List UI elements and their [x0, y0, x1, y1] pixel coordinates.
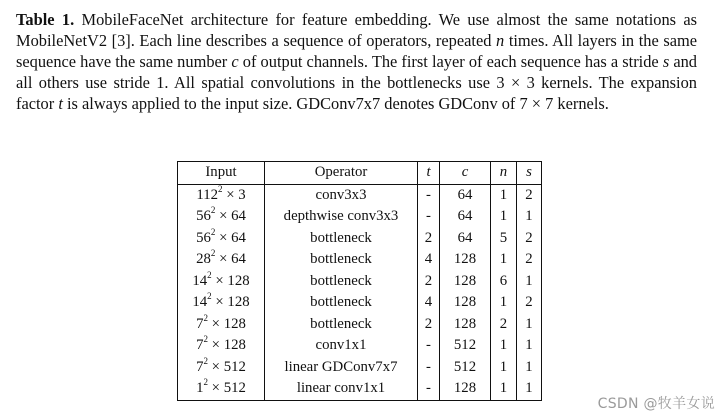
header-operator: Operator	[265, 162, 418, 185]
input-exponent: 2	[203, 377, 208, 388]
header-s: s	[517, 162, 542, 185]
cell-s: 2	[517, 249, 542, 271]
cell-input	[178, 378, 265, 400]
header-t: t	[418, 162, 440, 185]
cell-input	[178, 184, 265, 206]
table-row	[178, 271, 542, 293]
table-row	[178, 378, 542, 400]
cell-operator: bottleneck	[265, 292, 418, 314]
cell-t: -	[418, 357, 440, 379]
cell-t: -	[418, 378, 440, 400]
input-rest: × 512	[207, 380, 246, 396]
cell-c: 128	[440, 249, 491, 271]
input-base: 7	[196, 315, 204, 332]
architecture-table	[177, 161, 542, 401]
cell-operator: linear conv1x1	[265, 378, 418, 400]
cell-t: -	[418, 206, 440, 228]
table-row	[178, 292, 542, 314]
caption-var-s: s	[662, 51, 670, 71]
caption-label: Table 1.	[16, 10, 75, 29]
cell-s: 2	[517, 292, 542, 314]
cell-operator: linear GDConv7x7	[265, 357, 418, 379]
input-exponent: 2	[203, 334, 208, 345]
cell-input	[178, 228, 265, 250]
input-rest: × 128	[207, 337, 246, 353]
header-input: Input	[178, 162, 265, 185]
cell-input	[178, 206, 265, 228]
cell-t: -	[418, 335, 440, 357]
table-row	[178, 184, 542, 206]
table-row	[178, 228, 542, 250]
cell-s: 1	[517, 357, 542, 379]
cell-c: 128	[440, 292, 491, 314]
table-row	[178, 335, 542, 357]
caption-text-4: and all others use stride 1. All spatial convolutions in the bottlenecks use 3 × 3 kernels. The expansion factor	[16, 51, 697, 113]
cell-operator: bottleneck	[265, 228, 418, 250]
table-body	[178, 184, 542, 400]
cell-n: 1	[491, 357, 517, 379]
cell-s: 1	[517, 206, 542, 228]
input-exponent: 2	[210, 226, 216, 237]
caption-var-n: n	[496, 30, 505, 50]
input-base: 1	[196, 380, 204, 396]
table-header-row	[178, 162, 542, 185]
cell-c: 128	[440, 314, 491, 336]
input-rest: × 3	[222, 186, 246, 203]
cell-operator: conv1x1	[265, 335, 418, 357]
cell-c: 512	[440, 335, 491, 357]
caption-text-1: MobileFaceNet architecture for feature embedding. We use almost the same notations as MobileNetV2 [3]. Each line describes a sequence of operators, repeated	[16, 10, 697, 50]
input-rest: × 512	[207, 358, 246, 375]
header-n: n	[491, 162, 517, 185]
input-base: 112	[196, 186, 218, 203]
cell-s: 1	[517, 314, 542, 336]
input-rest: × 64	[215, 251, 246, 267]
input-exponent: 2	[203, 312, 208, 323]
cell-input	[178, 314, 265, 336]
input-rest: × 128	[211, 272, 250, 289]
cell-input	[178, 249, 265, 271]
cell-s: 2	[517, 228, 542, 250]
input-exponent: 2	[207, 269, 212, 280]
input-exponent: 2	[218, 183, 223, 194]
cell-s: 1	[517, 271, 542, 293]
input-exponent: 2	[207, 291, 212, 302]
input-exponent: 2	[203, 355, 208, 366]
cell-n: 1	[491, 378, 517, 400]
input-base: 56	[196, 229, 211, 246]
cell-input	[178, 271, 265, 293]
cell-operator: bottleneck	[265, 271, 418, 293]
cell-n: 6	[491, 271, 517, 293]
cell-operator: bottleneck	[265, 249, 418, 271]
caption-var-t: t	[58, 93, 63, 113]
input-base: 14	[192, 272, 208, 289]
cell-operator: bottleneck	[265, 314, 418, 336]
cell-s: 1	[517, 335, 542, 357]
cell-operator: depthwise conv3x3	[265, 206, 418, 228]
cell-t: -	[418, 184, 440, 206]
cell-input	[178, 335, 265, 357]
input-base: 7	[196, 337, 204, 353]
cell-n: 1	[491, 249, 517, 271]
input-base: 56	[196, 208, 211, 224]
cell-t: 2	[418, 271, 440, 293]
table-row	[178, 357, 542, 379]
table-row	[178, 249, 542, 271]
cell-input	[178, 357, 265, 379]
table-caption	[16, 10, 697, 115]
cell-c: 512	[440, 357, 491, 379]
cell-n: 1	[491, 292, 517, 314]
cell-t: 4	[418, 249, 440, 271]
header-c: c	[440, 162, 491, 185]
cell-t: 2	[418, 314, 440, 336]
input-exponent: 2	[210, 248, 216, 259]
table-row	[178, 206, 542, 228]
cell-s: 1	[517, 378, 542, 400]
cell-t: 2	[418, 228, 440, 250]
input-rest: × 128	[207, 315, 246, 332]
input-base: 14	[192, 294, 208, 310]
input-rest: × 64	[215, 229, 246, 246]
cell-n: 1	[491, 184, 517, 206]
cell-n: 1	[491, 206, 517, 228]
cell-s: 2	[517, 184, 542, 206]
caption-text-5: is always applied to the input size. GDConv7x7 denotes GDConv of 7 × 7 kernels.	[62, 93, 609, 113]
cell-operator: conv3x3	[265, 184, 418, 206]
caption-text-3: of output channels. The first layer of each sequence has a stride	[238, 51, 663, 71]
input-base: 28	[196, 251, 211, 267]
caption-text-2: times. All layers in the same sequence have the same number	[16, 30, 697, 71]
input-base: 7	[196, 358, 204, 375]
table-row	[178, 314, 542, 336]
cell-n: 1	[491, 335, 517, 357]
cell-c: 128	[440, 271, 491, 293]
cell-c: 128	[440, 378, 491, 400]
input-rest: × 128	[211, 294, 250, 310]
input-rest: × 64	[215, 208, 246, 224]
cell-c: 64	[440, 228, 491, 250]
cell-c: 64	[440, 184, 491, 206]
input-exponent: 2	[210, 205, 216, 216]
cell-n: 5	[491, 228, 517, 250]
cell-c: 64	[440, 206, 491, 228]
cell-t: 4	[418, 292, 440, 314]
caption-var-c: c	[231, 51, 239, 71]
cell-input	[178, 292, 265, 314]
cell-n: 2	[491, 314, 517, 336]
watermark: CSDN @牧羊女说	[597, 396, 715, 412]
